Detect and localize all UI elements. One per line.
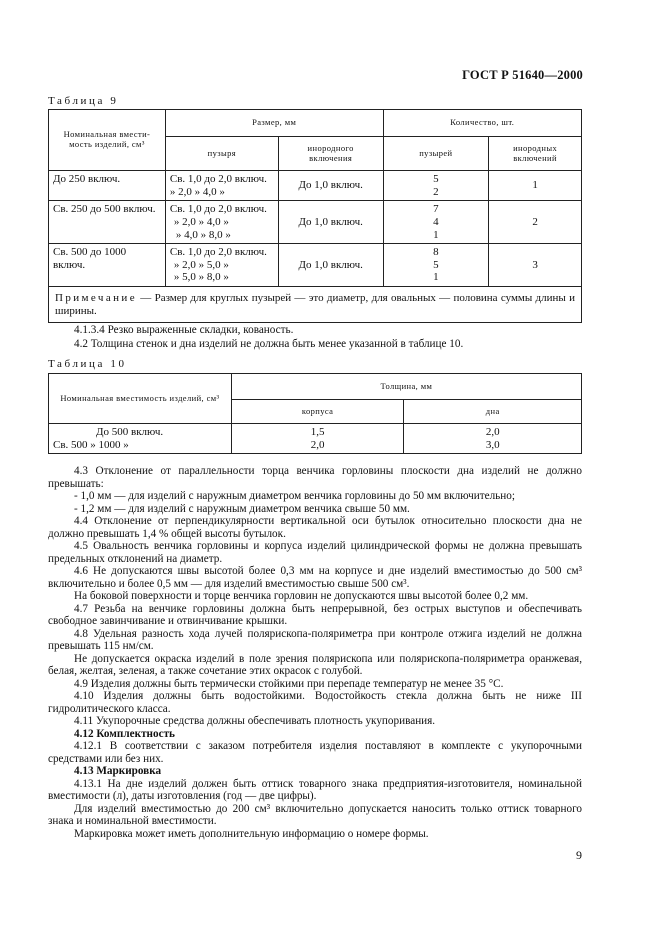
page-number: 9 — [576, 848, 582, 862]
table9-sub-qty-bubbles: пузырей — [383, 137, 489, 171]
list-item: - 1,2 мм — для изделий с наружным диаметром венчика свыше 50 мм. — [74, 502, 410, 515]
table9-bubbles: 5 2 — [383, 171, 489, 201]
table9-sub-inclusion: инородного включения — [278, 137, 383, 171]
table10-sub-bottom: дна — [404, 400, 582, 424]
table9-sub-qty-inclusions: инородных включений — [489, 137, 582, 171]
paragraph-4-13-1-b: Для изделий вместимостью до 200 см³ включительно допускается наносить только оттиск товарного знака и номинальной вместимости. — [48, 802, 582, 827]
paragraph-4-4: 4.4 Отклонение от перпендикулярности вертикальной оси бутылок относительно плоскости дна не должно превышать 1,4 % общей высоты бутылок. — [48, 515, 582, 540]
table10 — [48, 373, 582, 454]
table9-note — [49, 287, 582, 323]
table9 — [48, 109, 582, 323]
table9-inclusions: 3 — [489, 244, 582, 287]
table9-caption: Таблица 9 — [48, 95, 119, 107]
table9-header-size: Размер, мм — [165, 110, 383, 137]
table9-sizes: Св. 1,0 до 2,0 включ. » 2,0 » 4,0 » » 4,0 » 8,0 » — [165, 201, 278, 244]
body-text — [48, 465, 582, 840]
table9-sub-bubbles: пузыря — [165, 137, 278, 171]
table9-inclusion: До 1,0 включ. — [278, 171, 383, 201]
paragraph-4-1-3-4: 4.1.3.4 Резко выраженные складки, кованость. — [74, 324, 294, 336]
table9-sizes: Св. 1,0 до 2,0 включ. » 2,0 » 4,0 » — [165, 171, 278, 201]
table9-inclusion: До 1,0 включ. — [278, 244, 383, 287]
paragraph-4-6-b: На боковой поверхности и торце венчика горловин не допускаются швы высотой более 0,2 мм. — [74, 590, 529, 602]
paragraph-4-13-1-c: Маркировка может иметь дополнительную информацию о номере формы. — [74, 827, 429, 840]
table-row — [49, 244, 582, 287]
table10-header-nominal: Номинальная вместимость изделий, см³ — [49, 374, 232, 424]
table10-capacity: До 500 включ. Св. 500 » 1000 » — [49, 424, 232, 454]
table9-capacity: До 250 включ. — [49, 171, 166, 201]
table9-note-row — [49, 287, 582, 323]
paragraph-4-12-1: 4.12.1 В соответствии с заказом потребителя изделия поставляют в комплекте с укупорочными средствами или без них. — [48, 740, 582, 765]
paragraphs-before-table10 — [48, 324, 582, 351]
paragraph-4-6: 4.6 Не допускаются швы высотой более 0,3 мм на корпусе и дне изделий вместимостью до 500 см³ включительно и более 0,5 мм — для изделий вместимостью свыше 500 см³. — [48, 565, 582, 590]
table10-caption: Таблица 10 — [48, 358, 127, 370]
table10-sub-body: корпуса — [231, 400, 404, 424]
table9-capacity: Св. 250 до 500 включ. — [49, 201, 166, 244]
table9-header-nominal: Номинальная вмести- мость изделий, см³ — [49, 110, 166, 171]
paragraph-4-5: 4.5 Овальность венчика горловины и корпуса изделий цилиндрической формы не должна превышать предельных отклонений на диаметр. — [48, 540, 582, 565]
table10-bottom-values: 2,0 3,0 — [404, 424, 582, 454]
table10-header-thickness: Толщина, мм — [231, 374, 581, 400]
paragraph-4-10: 4.10 Изделия должны быть водостойкими. Водостойкость стекла должна быть не ниже III гидролитического класса. — [48, 690, 582, 715]
table9-bubbles: 7 4 1 — [383, 201, 489, 244]
table-row — [49, 171, 582, 201]
table9-sizes: Св. 1,0 до 2,0 включ. » 2,0 » 5,0 » » 5,0 » 8,0 » — [165, 244, 278, 287]
section-heading-4-12: 4.12 Комплектность — [74, 727, 175, 740]
paragraph-4-3: 4.3 Отклонение от параллельности торца венчика горловины плоскости дна изделий не должно превышать: — [48, 465, 582, 490]
paragraph-4-8: 4.8 Удельная разность хода лучей полярископа-поляриметра при контроле отжига изделий не должна превышать 115 нм/см. — [48, 627, 582, 652]
table9-bubbles: 8 5 1 — [383, 244, 489, 287]
paragraph-4-11: 4.11 Укупорочные средства должны обеспечивать плотность укупоривания. — [74, 715, 436, 727]
list-item: - 1,0 мм — для изделий с наружным диаметром венчика горловины до 50 мм включительно; — [74, 490, 515, 502]
table10-body-values: 1,5 2,0 — [231, 424, 404, 454]
paragraph-4-8-b: Не допускается окраска изделий в поле зрения полярископа или полярископа-поляриметра оранжевая, белая, желтая, зеленая, а также сочетание этих окрасок с голубой. — [48, 652, 582, 677]
table9-inclusions: 1 — [489, 171, 582, 201]
table9-capacity: Св. 500 до 1000 включ. — [49, 244, 166, 287]
paragraph-4-13-1: 4.13.1 На дне изделий должен быть оттиск товарного знака предприятия-изготовителя, номинальной вместимости (л), даты изготовления (год — две цифры). — [48, 777, 582, 802]
table9-inclusion: До 1,0 включ. — [278, 201, 383, 244]
paragraph-4-7: 4.7 Резьба на венчике горловины должна быть непрерывной, без острых выступов и обеспечивать свободное завинчивание и отвинчивание крышки. — [48, 602, 582, 627]
table-row — [49, 424, 582, 454]
table-row — [49, 201, 582, 244]
section-heading-4-13: 4.13 Маркировка — [74, 765, 162, 777]
paragraph-4-9: 4.9 Изделия должны быть термически стойкими при перепаде температур не менее 35 °С. — [74, 677, 504, 690]
note-label: Примечание — [55, 292, 137, 305]
standard-header: ГОСТ Р 51640—2000 — [462, 68, 583, 82]
table9-header-qty: Количество, шт. — [383, 110, 581, 137]
paragraph-4-2: 4.2 Толщина стенок и дна изделий не должна быть менее указанной в таблице 10. — [74, 337, 464, 350]
note-text: — Размер для круглых пузырей — это диаметр, для овальных — половина суммы длины и ширины. — [55, 292, 575, 317]
table9-inclusions: 2 — [489, 201, 582, 244]
